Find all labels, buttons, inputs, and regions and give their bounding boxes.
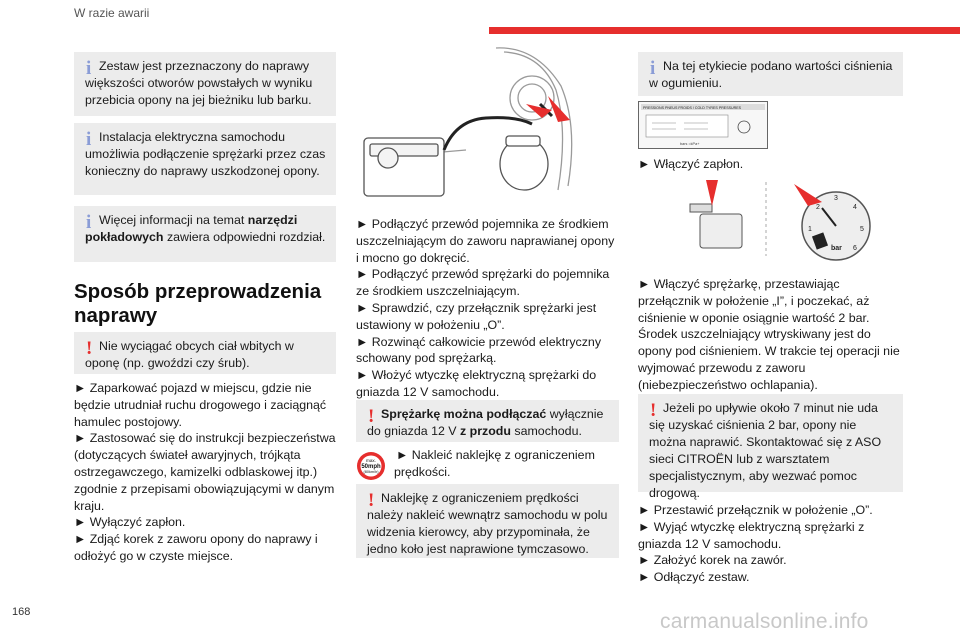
info-text: Na tej etykiecie podano wartości ciśnienia w ogumieniu. bbox=[649, 59, 893, 90]
step-item: ► Wyłączyć zapłon. bbox=[74, 515, 186, 530]
steps-list bbox=[74, 380, 336, 565]
arrow-icon bbox=[526, 104, 552, 118]
warning-icon: ! bbox=[368, 490, 375, 511]
warning-strong-text: Sprężarkę można podłączać bbox=[381, 407, 547, 421]
sticker-line-3: (80km/h) bbox=[363, 470, 379, 474]
section-heading: Sposób przeprowadzenia naprawy bbox=[74, 280, 322, 327]
info-text: zawiera odpowiedni rozdział. bbox=[163, 230, 326, 244]
arrow-icon bbox=[794, 184, 822, 206]
gauge-tick: 5 bbox=[860, 226, 864, 233]
gauge-unit: bar bbox=[831, 245, 842, 252]
step-compressor-on: ► Włączyć sprężarkę, przestawiając przełącznik w położenie „I”, i poczekać, aż ciśnienie w oponie osiągnie wartość 2 bar. Środek uszczelniający wtryskiwany jest do opony pod ciśnieniem. W trakcie tej operacji nie wyjmować przewodu z zaworu (niebezpieczeństwo ochlapania). bbox=[638, 277, 900, 392]
step-item: ► Zaparkować pojazd w miejscu, gdzie nie będzie utrudniał ruchu drogowego i zaciągnąć hamulec postojowy. bbox=[74, 381, 327, 429]
warning-text: wyłącznie do gniazda 12 V bbox=[367, 407, 604, 438]
gauge-tick: 2 bbox=[816, 204, 820, 211]
tools-link-text: narzędzi pokładowych bbox=[85, 213, 298, 244]
info-text: Instalacja elektryczna samochodu umożliwia podłączenie sprężarki przez czas konieczny do naprawy uszkodzonej opony. bbox=[85, 130, 326, 178]
warning-icon: ! bbox=[368, 406, 375, 427]
watermark: carmanualsonline.info bbox=[660, 610, 869, 633]
gauge-tick: 6 bbox=[853, 245, 857, 252]
gauge-tick: 4 bbox=[853, 204, 857, 211]
info-box-label bbox=[638, 52, 903, 96]
warning-icon: ! bbox=[650, 400, 657, 421]
step-item: ► Włożyć wtyczkę elektryczną sprężarki do gniazda 12 V samochodu. bbox=[356, 368, 597, 399]
speed-limit-sticker-icon bbox=[356, 451, 386, 481]
warning-box-pressure bbox=[638, 394, 903, 500]
compressor-switch-gauge-illustration bbox=[638, 176, 903, 264]
step-item: ► Sprawdzić, czy przełącznik sprężarki jest ustawiony w położeniu „O”. bbox=[356, 300, 597, 332]
steps-list bbox=[356, 216, 619, 401]
page-number: 168 bbox=[12, 606, 31, 618]
info-box-kit bbox=[74, 52, 336, 116]
step-item: ► Podłączyć przewód sprężarki do pojemnika ze środkiem uszczelniającym. bbox=[356, 267, 610, 299]
info-icon: i bbox=[86, 58, 92, 79]
speed-sticker-row bbox=[356, 447, 619, 489]
warning-text: Nie wyciągać obcych ciał wbitych w oponę (np. gwoździ czy śrub). bbox=[85, 339, 294, 370]
step-ignition: ► Włączyć zapłon. bbox=[638, 157, 744, 171]
tyre-pressure-label-image bbox=[638, 101, 768, 149]
step-item: ► Odłączyć zestaw. bbox=[638, 570, 750, 585]
warning-strong-text: z przodu bbox=[460, 424, 511, 438]
header-accent-bar bbox=[489, 27, 960, 34]
info-text: Więcej informacji na temat bbox=[99, 213, 248, 227]
warning-box-socket bbox=[356, 400, 619, 442]
steps-list bbox=[638, 502, 903, 586]
sticker-line-1: max. bbox=[366, 458, 376, 463]
label-units-text: bars =kPa+ bbox=[680, 142, 700, 146]
step-item: ► Założyć korek na zawór. bbox=[638, 553, 787, 568]
warning-text: samochodu. bbox=[510, 424, 582, 438]
header-section-title: W razie awarii bbox=[74, 6, 150, 20]
info-icon: i bbox=[650, 58, 656, 79]
step-item: ► Wyjąć wtyczkę elektryczną sprężarki z gniazda 12 V samochodu. bbox=[638, 519, 865, 551]
step-item: ► Zdjąć korek z zaworu opony do naprawy i odłożyć go w czyste miejsce. bbox=[74, 532, 318, 563]
sticker-line-2: 50mph bbox=[361, 464, 381, 470]
warning-text: Jeżeli po upływie około 7 minut nie uda się uzyskać ciśnienia 2 bar, opony nie można naprawić. Skontaktować się z ASO sieci CITROËN lub z warsztatem specjalistycznym, aby wezwać pomoc drogową. bbox=[649, 401, 882, 500]
info-text: Zestaw jest przeznaczony do naprawy większości otworów powstałych w wyniku przebicia opony na jej bieżniku lub barku. bbox=[85, 59, 313, 107]
gauge-tick: 1 bbox=[808, 226, 812, 233]
label-header-text: PRESSIONS PNEUS FROIDS / COLD TYRES PRESSURES bbox=[643, 106, 741, 110]
warning-box-sticker bbox=[356, 484, 619, 558]
arrow-icon bbox=[706, 180, 718, 206]
info-icon: i bbox=[86, 212, 92, 233]
sticker-step-text: ► Nakleić naklejkę z ograniczeniem prędkości. bbox=[394, 448, 595, 479]
info-box-tools bbox=[74, 206, 336, 262]
step-item: ► Podłączyć przewód pojemnika ze środkiem uszczelniającym do zaworu naprawianej opony i mocno go dokręcić. bbox=[356, 217, 615, 265]
warning-text: Naklejkę z ograniczeniem prędkości należy nakleić wewnątrz samochodu w polu widzenia kierowcy, aby przypominała, że jedno koło jest naprawione tymczasowo. bbox=[367, 491, 608, 556]
warning-icon: ! bbox=[86, 338, 93, 359]
step-item: ► Rozwinąć całkowicie przewód elektryczny schowany pod sprężarką. bbox=[356, 334, 602, 366]
warning-box-foreign-bodies bbox=[74, 332, 336, 374]
step-item: ► Przestawić przełącznik w położenie „O”. bbox=[638, 503, 873, 517]
compressor-illustration bbox=[356, 46, 619, 200]
info-icon: i bbox=[86, 129, 92, 150]
info-box-electrical bbox=[74, 123, 336, 195]
step-item: ► Zastosować się do instrukcji bezpieczeństwa (dotyczących świateł awaryjnych, trójkąta ostrzegawczego, kamizelki odblaskowej itp.) zgodnie z przepisami obowiązującymi w danym kraju. bbox=[74, 431, 336, 513]
gauge-tick: 3 bbox=[834, 195, 838, 202]
